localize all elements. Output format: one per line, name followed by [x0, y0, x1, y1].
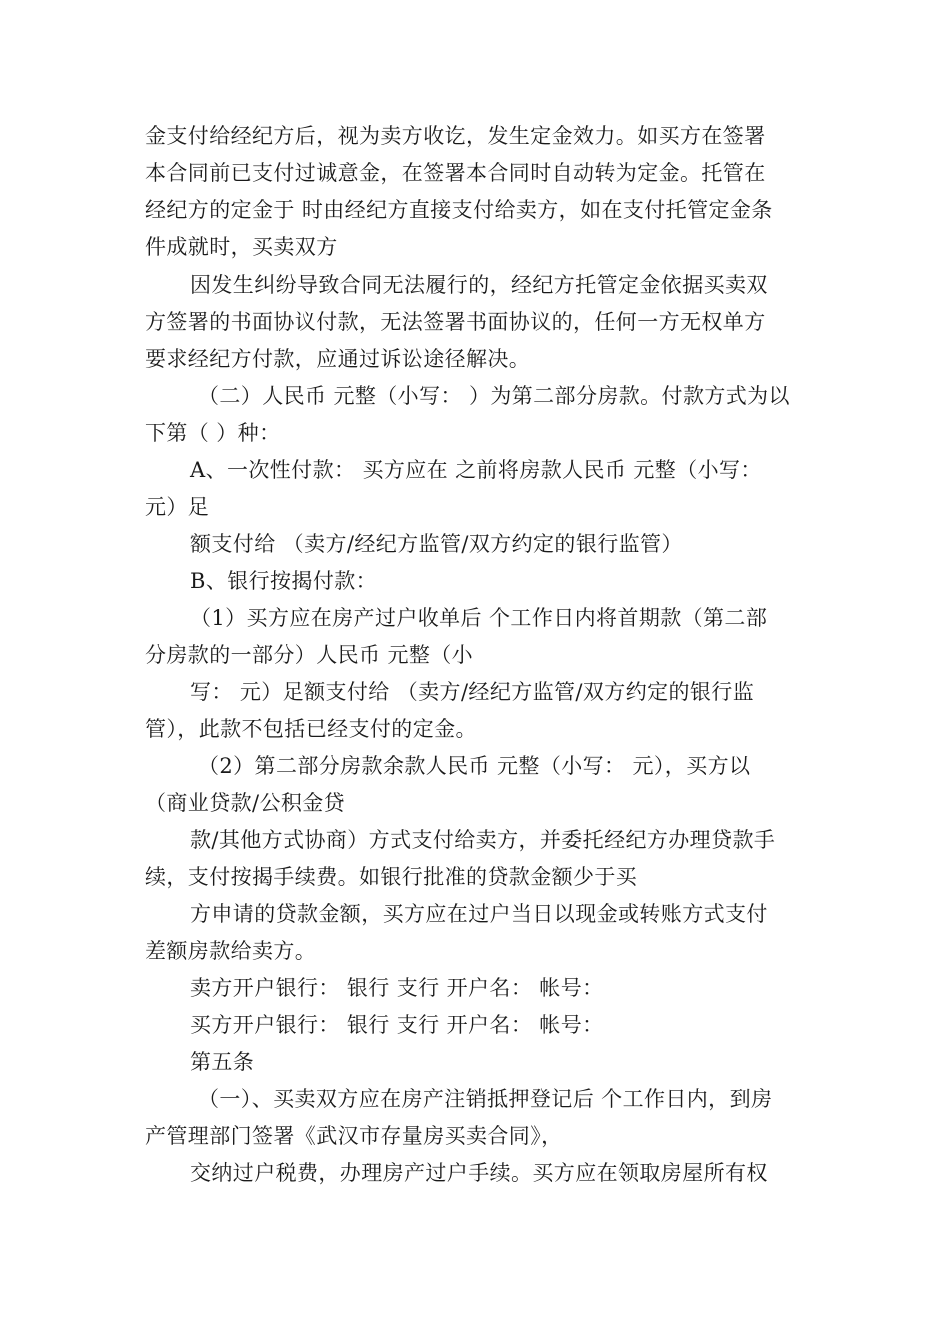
- text-line: （2）第二部分房款余款人民币 元整（小写： 元），买方以: [198, 754, 751, 778]
- text-line: （1）买方应在房产过户收单后 个工作日内将首期款（第二部: [190, 606, 768, 630]
- text-line: B、银行按揭付款：: [190, 569, 378, 593]
- text-line: 经纪方的定金于 时由经纪方直接支付给卖方，如在支付托管定金条: [145, 198, 773, 222]
- text-line: 要求经纪方付款，应通过诉讼途径解决。: [145, 347, 531, 371]
- text-line: 分房款的一部分）人民币 元整（小: [145, 643, 474, 667]
- text-line: 金支付给经纪方后，视为卖方收讫，发生定金效力。如买方在签署: [145, 124, 766, 148]
- text-line: 元）足: [145, 495, 210, 519]
- text-line: 方签署的书面协议付款，无法签署书面协议的，任何一方无权单方: [145, 310, 766, 334]
- section-heading: 第五条: [190, 1050, 255, 1074]
- text-line: 续，支付按揭手续费。如银行批准的贷款金额少于买: [145, 865, 638, 889]
- text-line: 买方开户银行： 银行 支行 开户名： 帐号：: [190, 1013, 604, 1037]
- text-line: 因发生纠纷导致合同无法履行的，经纪方托管定金依据买卖双: [190, 273, 768, 297]
- text-line: （商业贷款/公积金贷: [145, 791, 346, 815]
- text-line: 件成就时，买卖双方: [145, 235, 338, 259]
- text-line: （一）、买卖双方应在房产注销抵押登记后 个工作日内，到房: [198, 1087, 773, 1111]
- text-line: 产管理部门签署《武汉市存量房买卖合同》，: [145, 1124, 563, 1148]
- text-line: 管），此款不包括已经支付的定金。: [145, 717, 477, 741]
- text-line: 本合同前已支付过诚意金，在签署本合同时自动转为定金。托管在: [145, 161, 766, 185]
- text-line: 卖方开户银行： 银行 支行 开户名： 帐号：: [190, 976, 604, 1000]
- text-line: 交纳过户税费，办理房产过户手续。买方应在领取房屋所有权: [190, 1161, 768, 1185]
- text-line: 差额房款给卖方。: [145, 939, 317, 963]
- text-line: 方申请的贷款金额，买方应在过户当日以现金或转账方式支付: [190, 902, 768, 926]
- text-line: A、一次性付款： 买方应在 之前将房款人民币 元整（小写：: [190, 458, 762, 482]
- text-line: 写： 元）足额支付给 （卖方/经纪方监管/双方约定的银行监: [190, 680, 755, 704]
- text-line: 下第（ ）种：: [145, 421, 281, 445]
- text-line: 额支付给 （卖方/经纪方监管/双方约定的银行监管）: [190, 532, 683, 556]
- text-line: 款/其他方式协商）方式支付给卖方，并委托经纪方办理贷款手: [190, 828, 776, 852]
- text-line: （二）人民币 元整（小写： ）为第二部分房款。付款方式为以: [198, 384, 790, 408]
